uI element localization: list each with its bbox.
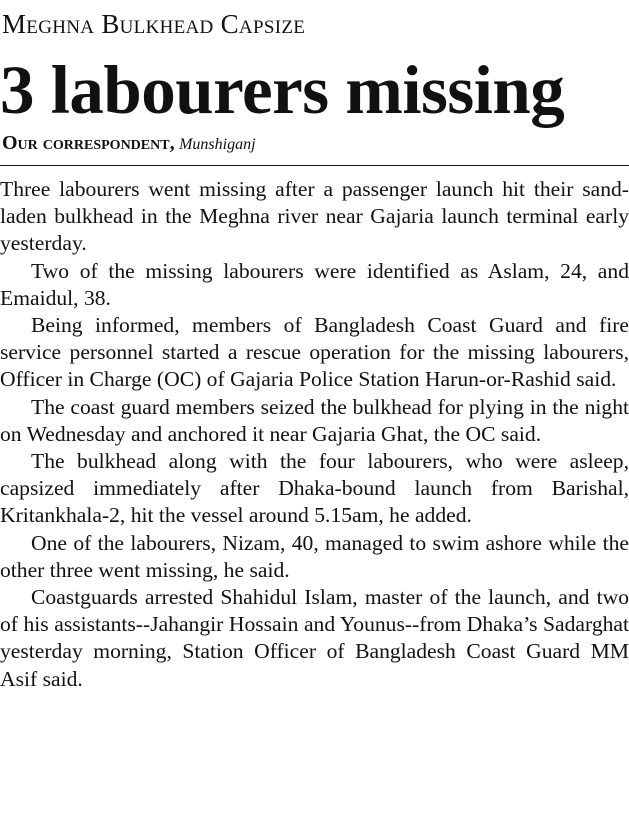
article-paragraph: The coast guard members seized the bulkhead for plying in the night on Wednesday and anchored it near Gajaria Ghat, the OC said. — [0, 394, 629, 446]
article-paragraph: Coastguards arrested Shahidul Islam, master of the launch, and two of his assistants--Jahangir Hossain and Younus--from Dhaka’s Sadarghat yesterday morning, Station Officer of Bangladesh Coast Guard MM Asif said. — [0, 585, 629, 691]
article-kicker: Meghna Bulkhead Capsize — [2, 9, 306, 39]
article-paragraph: Being informed, members of Bangladesh Coast Guard and fire service personnel started a rescue operation for the missing labourers, Officer in Charge (OC) of Gajaria Police Station Harun-or-Rashid said. — [0, 313, 629, 392]
article-paragraph: Two of the missing labourers were identified as Aslam, 24, and Emaidul, 38. — [0, 258, 629, 310]
article-paragraph: Three labourers went missing after a passenger launch hit their sand-laden bulkhead in the Meghna river near Gajaria launch terminal early yesterday. — [0, 177, 629, 256]
article-body — [0, 176, 629, 693]
article-paragraph: The bulkhead along with the four labourers, who were asleep, capsized immediately after Dhaka-bound launch from Barishal, Kritankhala-2, hit the vessel around 5.15am, he added. — [0, 449, 629, 528]
article-paragraph: One of the labourers, Nizam, 40, managed to swim ashore while the other three went missing, he said. — [0, 530, 629, 582]
byline-location: Munshiganj — [179, 136, 256, 153]
article-headline: 3 labourers missing — [0, 52, 565, 128]
byline-author: Our correspondent, — [2, 132, 175, 154]
article-byline — [2, 132, 256, 156]
header-divider — [0, 165, 629, 166]
